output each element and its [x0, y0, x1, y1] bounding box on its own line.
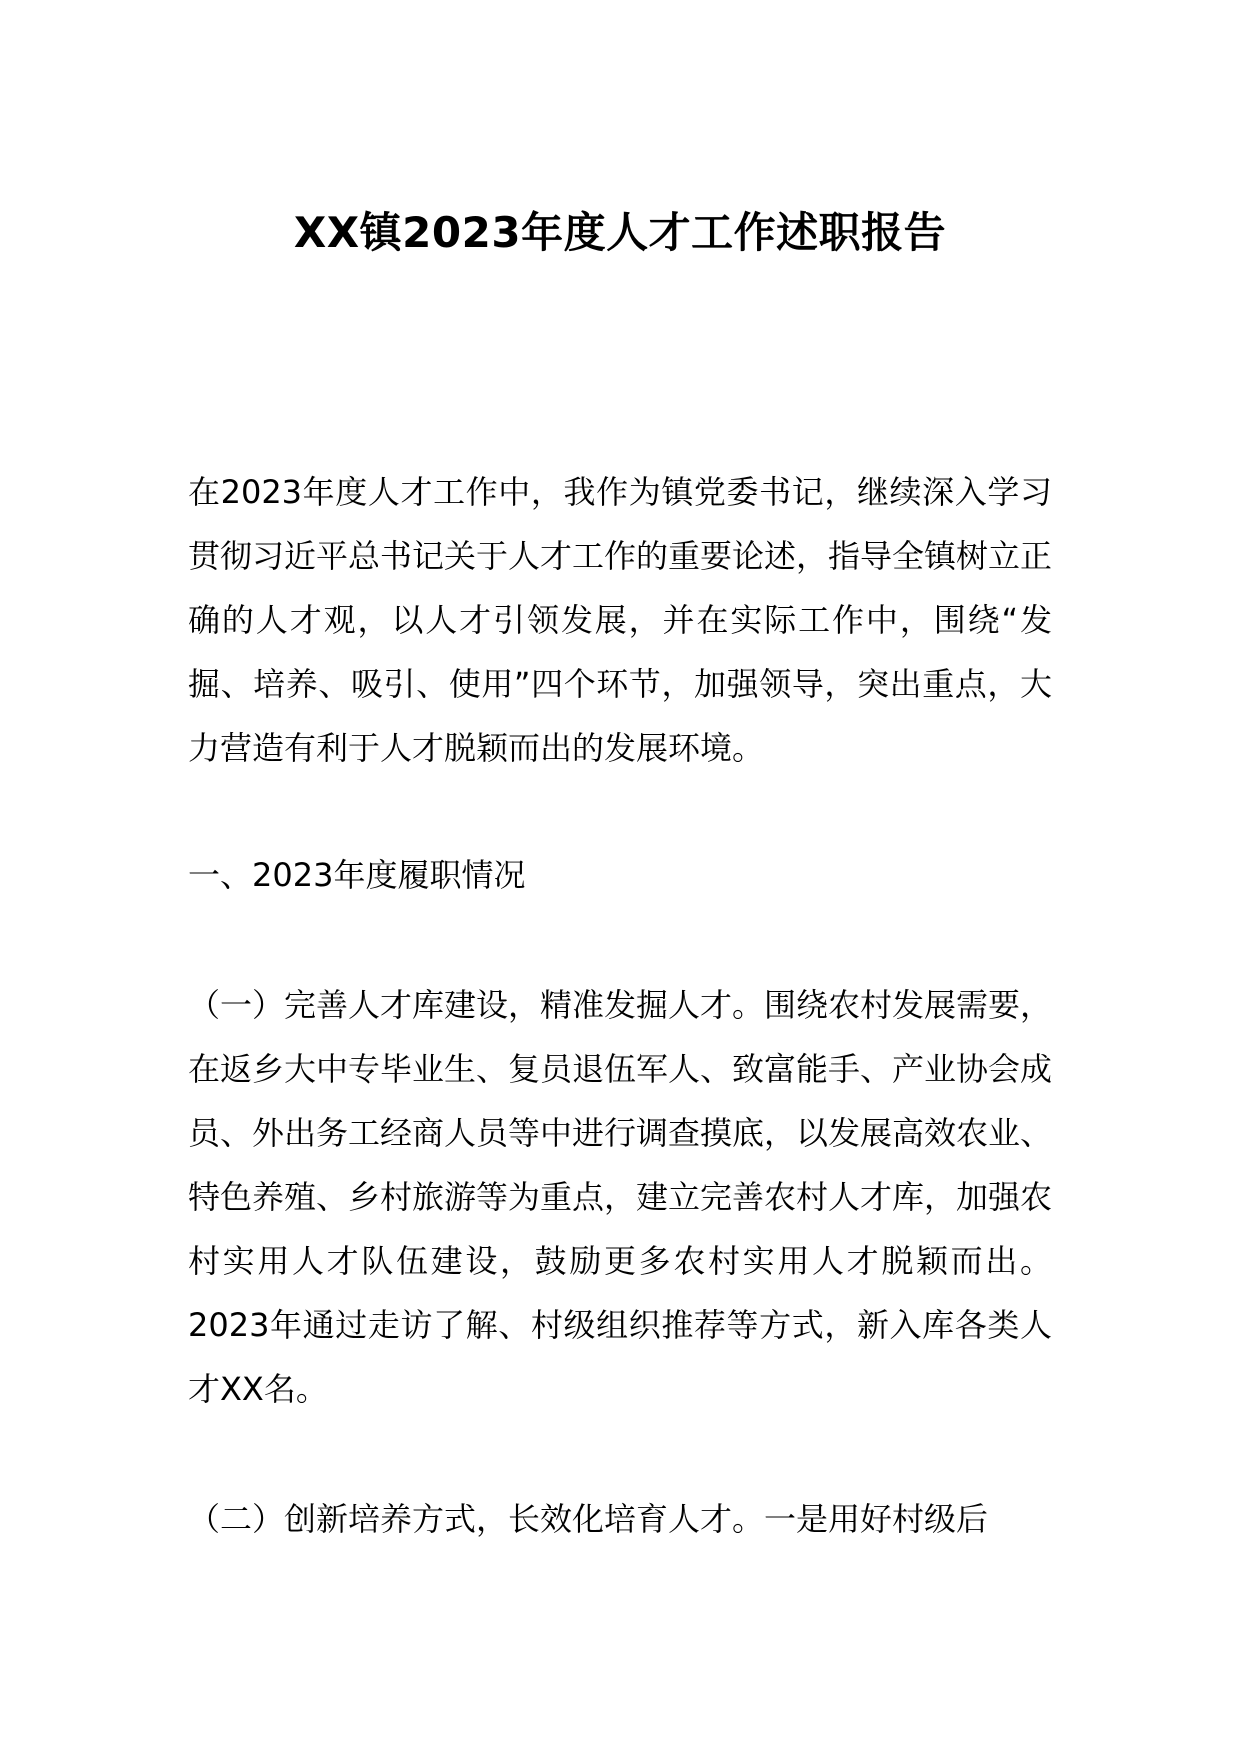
document-body	[188, 460, 1052, 1551]
subsection-paragraph-2: （二）创新培养方式，长效化培育人才。一是用好村级后	[188, 1500, 989, 1538]
paragraph-spacer	[188, 1421, 1052, 1487]
intro-paragraph: 在2023年度人才工作中，我作为镇党委书记，继续深入学习贯彻习近平总书记关于人才工作的重要论述，指导全镇树立正确的人才观，以人才引领发展，并在实际工作中，围绕“发掘、培养、吸引、使用”四个环节，加强领导，突出重点，大力营造有利于人才脱颖而出的发展环境。	[188, 473, 1053, 767]
section-heading-1: 一、2023年度履职情况	[188, 856, 526, 894]
paragraph-spacer	[188, 780, 1052, 843]
document-title: XX镇2023年度人才工作述职报告	[293, 208, 947, 257]
subsection-paragraph-1: （一）完善人才库建设，精准发掘人才。围绕农村发展需要，在返乡大中专毕业生、复员退伍军人、致富能手、产业协会成员、外出务工经商人员等中进行调查摸底，以发展高效农业、特色养殖、乡村旅游等为重点，建立完善农村人才库，加强农村实用人才队伍建设，鼓励更多农村实用人才脱颖而出。2023年通过走访了解、村级组织推荐等方式，新入库各类人才XX名。	[188, 986, 1053, 1408]
paragraph-spacer	[188, 907, 1052, 973]
